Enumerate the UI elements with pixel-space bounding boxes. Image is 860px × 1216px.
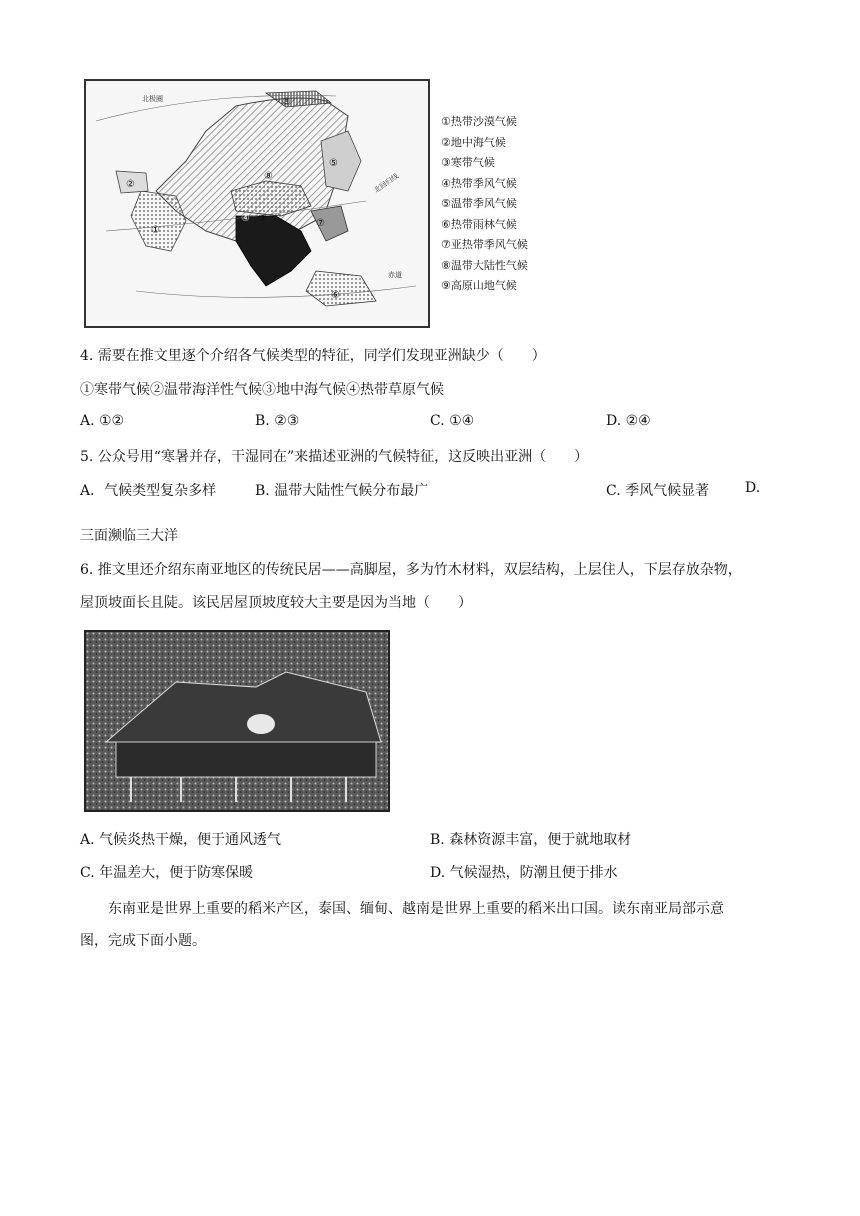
- q4-option-b[interactable]: B. ②③: [255, 413, 300, 429]
- region-number-3: ③: [282, 97, 291, 108]
- legend-item: ③寒带气候: [441, 156, 495, 169]
- house-body: [116, 742, 376, 777]
- q5-option-c[interactable]: C. 季风气候显著: [606, 483, 710, 499]
- region-number-4: ④: [241, 213, 250, 224]
- legend-item: ⑧温带大陆性气候: [441, 258, 528, 272]
- legend-item: ⑥热带雨林气候: [441, 217, 517, 231]
- q5-option-b[interactable]: B. 温带大陆性气候分布最广: [255, 483, 429, 499]
- stilt-house-photo: [84, 630, 390, 812]
- q5-option-d[interactable]: D.: [745, 480, 761, 496]
- region-number-7: ⑦: [316, 218, 325, 229]
- q6-stem-line2: 屋顶坡面长且陡。该民居屋顶坡度较大主要是因为当地（ ）: [80, 595, 472, 611]
- section-intro-line1: 东南亚是世界上重要的稻米产区，泰国、缅甸、越南是世界上重要的稻米出口国。读东南亚局部示意: [108, 901, 724, 917]
- legend-item: ①热带沙漠气候: [441, 115, 517, 128]
- q4-option-c[interactable]: C. ①④: [430, 413, 475, 429]
- legend-item: ⑤温带季风气候: [441, 197, 517, 210]
- region-number-8: ⑧: [264, 171, 273, 182]
- region-number-2: ②: [126, 179, 135, 190]
- photo-drawing: [86, 632, 388, 810]
- q5-stem: 5. 公众号用“寒暑并存，干湿同在”来描述亚洲的气候特征，这反映出亚洲（ ）: [80, 449, 589, 465]
- region-number-5: ⑤: [329, 158, 338, 169]
- q6-stem-line1: 6. 推文里还介绍东南亚地区的传统民居——高脚屋，多为竹木材料，双层结构，上层住人，下层存放杂物，: [80, 562, 742, 578]
- light-patch: [247, 714, 275, 734]
- map-legend: [441, 112, 528, 297]
- section-intro-line2: 图，完成下面小题。: [80, 933, 206, 949]
- map-drawing: [86, 81, 428, 326]
- q4-option-d[interactable]: D. ②④: [606, 413, 651, 429]
- q6-option-c[interactable]: C. 年温差大，便于防寒保暖: [80, 865, 254, 881]
- asia-climate-map: [84, 79, 430, 328]
- q4-items: ①寒带气候②温带海洋性气候③地中海气候④热带草原气候: [80, 382, 444, 398]
- region-number-9: ⑨: [258, 213, 267, 224]
- q4-option-a[interactable]: A. ①②: [80, 413, 125, 429]
- arctic-circle-label: 北极圈: [142, 95, 163, 103]
- region-number-1: ①: [151, 225, 160, 236]
- q6-option-a[interactable]: A. 气候炎热干燥，便于通风透气: [80, 832, 282, 848]
- legend-item: ②地中海气候: [441, 135, 506, 149]
- q6-option-d[interactable]: D. 气候湿热，防潮且便于排水: [430, 865, 618, 881]
- legend-item: ⑨高原山地气候: [441, 279, 517, 292]
- legend-item: ④热带季风气候: [441, 176, 517, 190]
- q6-option-b[interactable]: B. 森林资源丰富，便于就地取材: [430, 832, 632, 848]
- q5-option-d-text[interactable]: 三面濒临三大洋: [80, 528, 178, 544]
- q4-stem: 4. 需要在推文里逐个介绍各气候类型的特征，同学们发现亚洲缺少（ ）: [80, 348, 546, 364]
- equator-label: 赤道: [388, 271, 402, 279]
- tropic-label: 北回归线: [372, 172, 401, 195]
- region-number-6: ⑥: [331, 290, 340, 301]
- legend-item: ⑦亚热带季风气候: [441, 238, 528, 251]
- q5-option-a[interactable]: A．气候类型复杂多样: [80, 483, 217, 499]
